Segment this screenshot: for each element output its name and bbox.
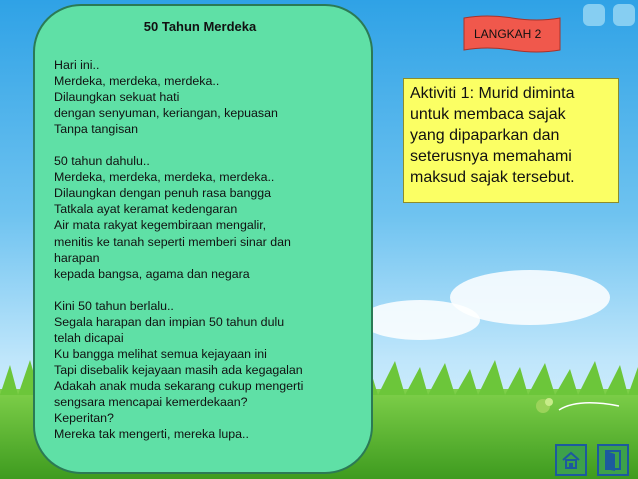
- home-button[interactable]: [555, 444, 587, 476]
- poem-line: Dilaungkan dengan penuh rasa bangga: [54, 186, 272, 201]
- poem-line: harapan: [54, 250, 100, 265]
- cloud: [450, 270, 610, 325]
- poem-line: Hari ini..: [54, 58, 100, 72]
- activity-line: Aktiviti 1: Murid diminta: [410, 85, 575, 102]
- poem-line: menitis ke tanah seperti memberi sinar dan: [54, 234, 291, 249]
- exit-button[interactable]: [597, 444, 629, 476]
- poem-title: 50 Tahun Merdeka: [143, 19, 257, 34]
- step-flag-label: LANGKAH 2: [474, 27, 542, 41]
- activity-box: [403, 78, 619, 203]
- poem-line: Adakah anak muda sekarang cukup mengerti: [54, 378, 304, 393]
- poem-line: sengsara mencapai kemerdekaan?: [54, 394, 248, 409]
- poem-line: Tatkala ayat keramat kedengaran: [54, 202, 238, 217]
- decor-tile-icon: [613, 4, 635, 26]
- poem-line: Air mata rakyat kegembiraan mengalir,: [54, 218, 267, 233]
- poem-line: telah dicapai: [54, 330, 124, 345]
- exit-door-icon: [602, 449, 624, 471]
- poem-line: Ku bangga melihat semua kejayaan ini: [54, 346, 267, 361]
- poem-line: Merdeka, merdeka, merdeka..: [54, 74, 220, 89]
- poem-line: [54, 282, 354, 298]
- poem-line: dengan senyuman, keriangan, kepuasan: [54, 106, 278, 121]
- poem-line: Mereka tak mengerti, mereka lupa..: [54, 427, 249, 442]
- poem-line: Dilaungkan sekuat hati: [54, 90, 180, 105]
- poem-line: Kini 50 tahun berlalu..: [54, 298, 174, 313]
- home-icon: [560, 449, 582, 471]
- logo-icon: [533, 394, 623, 420]
- poem-line: Segala harapan dan impian 50 tahun dulu: [54, 314, 285, 329]
- activity-line: seterusnya memahami: [410, 148, 572, 165]
- poem-line: [54, 137, 354, 153]
- poem-line: Keperitan?: [54, 411, 114, 426]
- activity-line: maksud sajak tersebut.: [410, 169, 575, 186]
- poem-line: Merdeka, merdeka, merdeka, merdeka..: [54, 170, 275, 185]
- poem-line: kepada bangsa, agama dan negara: [54, 266, 250, 281]
- poem-line: Tapi disebalik kejayaan masih ada kegagalan: [54, 362, 303, 377]
- poem-text: [54, 57, 354, 442]
- activity-line: untuk membaca sajak: [410, 106, 566, 123]
- decor-tile-icon: [583, 4, 605, 26]
- decorative-icons: [583, 4, 635, 26]
- poem-line: Tanpa tangisan: [54, 122, 139, 137]
- activity-line: yang dipaparkan dan: [410, 127, 560, 144]
- poem-line: 50 tahun dahulu..: [54, 154, 150, 169]
